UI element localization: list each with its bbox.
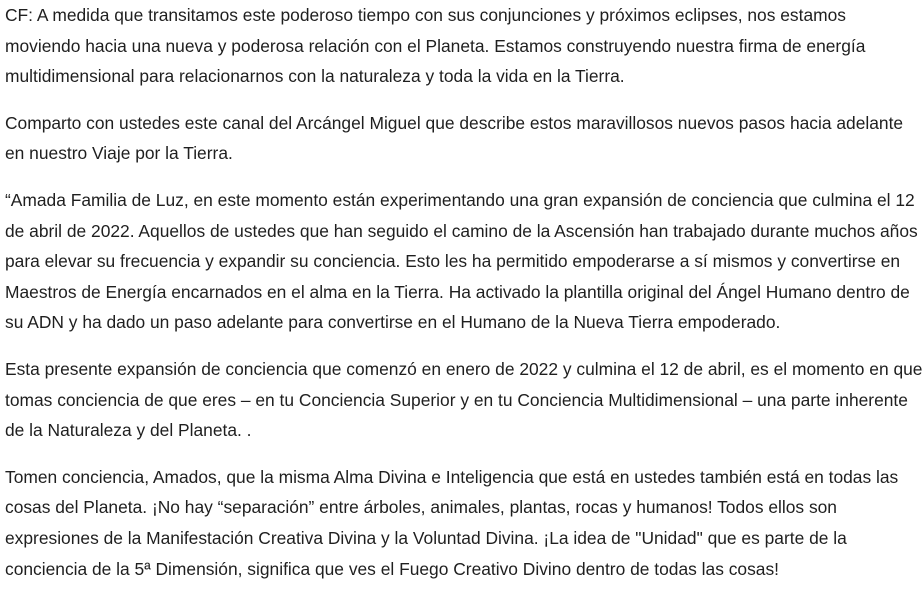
- paragraph-intro: CF: A medida que transitamos este poderoso tiempo con sus conjunciones y próximos eclipses, nos estamos moviendo hacia una nueva y poderosa relación con el Planeta. Estamos construyendo nuestra firma de energía multidimensional para relacionarnos con la naturaleza y toda la vida en la Tierra.: [5, 5, 866, 87]
- paragraph-expansion: “Amada Familia de Luz, en este momento están experimentando una gran expansión de conciencia que culmina el 12 de abril de 2022. Aquellos de ustedes que han seguido el camino de la Ascensión han trabajado durante muchos años para elevar su frecuencia y expandir su conciencia. Esto les ha permitido empoderarse a sí mismos y convertirse en Maestros de Energía encarnados en el alma en la Tierra. Ha activado la plantilla original del Ángel Humano dentro de su ADN y ha dado un paso adelante para convertirse en el Humano de la Nueva Tierra empoderado.: [5, 189, 918, 333]
- article-body: [5, 0, 923, 600]
- paragraph-channel-intro: Comparto con ustedes este canal del Arcángel Miguel que describe estos maravillosos nuevos pasos hacia adelante en nuestro Viaje por la Tierra.: [5, 112, 904, 164]
- paragraph-unidad: Tomen conciencia, Amados, que la misma Alma Divina e Inteligencia que está en ustedes también está en todas las cosas del Planeta. ¡No hay “separación” entre árboles, animales, plantas, rocas y humanos! Todos ellos son expresiones de la Manifestación Creativa Divina y la Voluntad Divina. ¡La idea de "Unidad" que es parte de la conciencia de la 5ª Dimensión, significa que ves el Fuego Creativo Divino dentro de todas las cosas!: [5, 466, 899, 579]
- paragraph-conciencia: Esta presente expansión de conciencia que comenzó en enero de 2022 y culmina el 12 de abril, es el momento en que tomas conciencia de que eres – en tu Conciencia Superior y en tu Conciencia Multidimensional – una parte inherente de la Naturaleza y del Planeta. .: [5, 358, 923, 441]
